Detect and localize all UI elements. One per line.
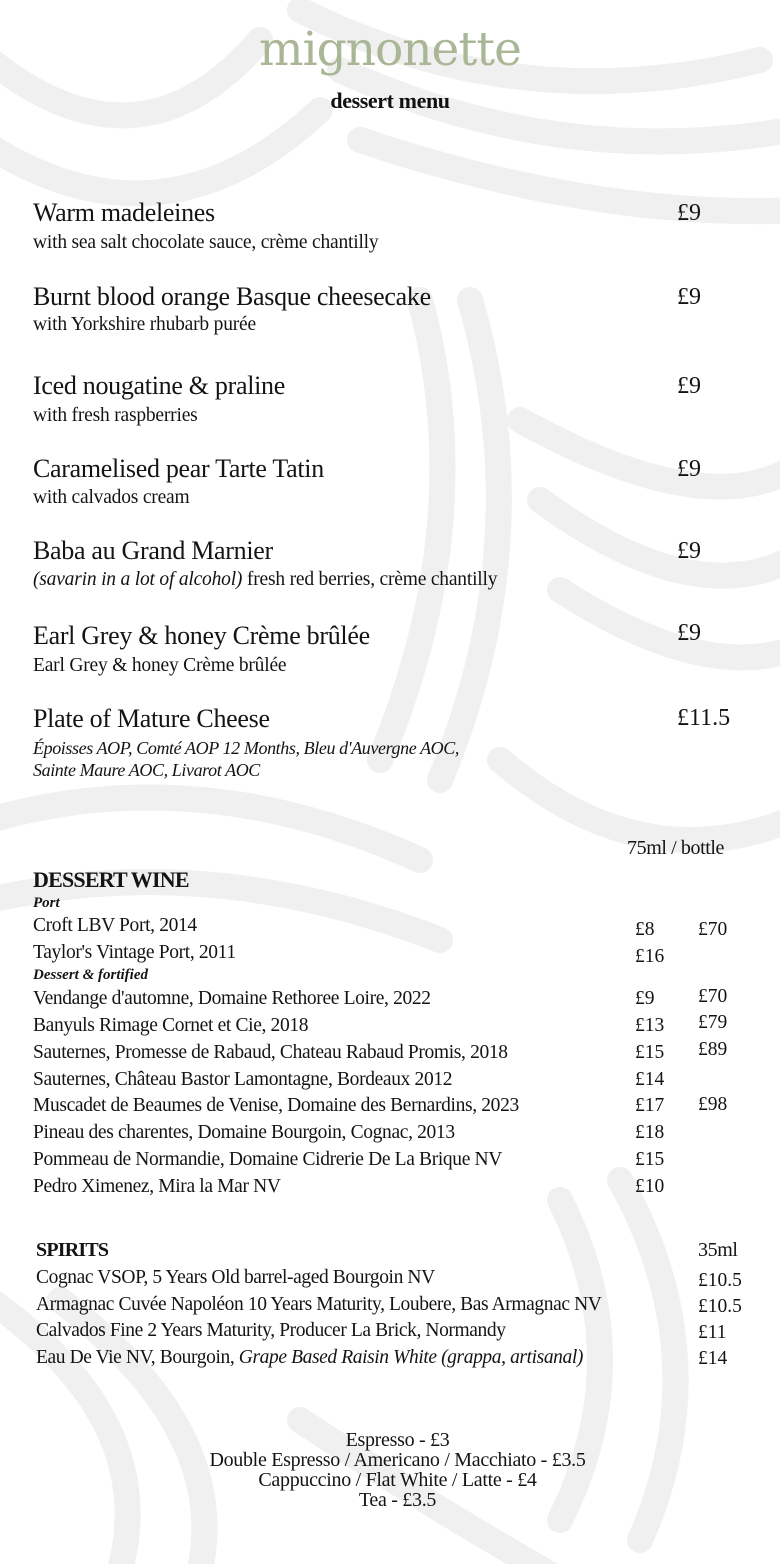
wine-name: Pedro Ximenez, Mira la Mar NV	[33, 1176, 281, 1197]
dish-description-italic: (savarin in a lot of alcohol)	[33, 569, 243, 590]
wine-glass-price: £14	[635, 1069, 665, 1090]
coffee-line: Cappuccino / Flat White / Latte - £4	[258, 1469, 537, 1491]
page-title: dessert menu	[330, 88, 450, 113]
dish-description-text: fresh red berries, crème chantilly	[242, 569, 498, 590]
dish-name: Caramelised pear Tarte Tatin	[33, 454, 324, 483]
wine-name: Vendange d'automne, Domaine Rethoree Loire, 2022	[33, 988, 431, 1009]
dish-description: with sea salt chocolate sauce, crème chantilly	[33, 232, 379, 253]
dish-name: Iced nougatine & praline	[33, 371, 285, 400]
dish-description: Sainte Maure AOC, Livarot AOC	[33, 760, 260, 780]
spirits-column-header: 35ml	[698, 1239, 738, 1261]
dish-description	[33, 569, 497, 591]
wine-name: Croft LBV Port, 2014	[33, 915, 197, 936]
dish-description: Earl Grey & honey Crème brûlée	[33, 655, 287, 676]
spirit-name-text: Eau De Vie NV, Bourgoin,	[36, 1347, 239, 1368]
dessert-wine-heading: DESSERT WINE	[33, 867, 189, 892]
wine-name: Muscadet de Beaumes de Venise, Domaine des Bernardins, 2023	[33, 1095, 519, 1116]
spirit-name: Armagnac Cuvée Napoléon 10 Years Maturity, Loubere, Bas Armagnac NV	[36, 1294, 602, 1315]
dish-description: Époisses AOP, Comté AOP 12 Months, Bleu d'Auvergne AOC,	[33, 738, 459, 758]
dish-name: Baba au Grand Marnier	[33, 536, 273, 565]
dish-price: £9	[677, 200, 701, 226]
spirit-price: £11	[698, 1322, 727, 1343]
wine-bottle-price: £98	[698, 1094, 728, 1115]
wine-group-label: Port	[33, 895, 60, 911]
wine-bottle-price: £79	[698, 1012, 728, 1033]
wine-glass-price: £13	[635, 1015, 665, 1036]
wine-name: Banyuls Rimage Cornet et Cie, 2018	[33, 1015, 309, 1036]
dish-name: Burnt blood orange Basque cheesecake	[33, 282, 431, 311]
wine-bottle-price: £70	[698, 919, 728, 940]
spirit-name: Calvados Fine 2 Years Maturity, Producer La Brick, Normandy	[36, 1320, 506, 1341]
dish-description: with fresh raspberries	[33, 405, 198, 426]
wine-glass-price: £16	[635, 946, 665, 967]
dish-name: Plate of Mature Cheese	[33, 704, 270, 733]
wine-glass-price: £15	[635, 1042, 665, 1063]
coffee-line: Double Espresso / Americano / Macchiato - £3.5	[209, 1449, 586, 1471]
wine-bottle-price: £70	[698, 986, 728, 1007]
dish-price: £9	[677, 620, 701, 646]
wine-glass-price: £10	[635, 1176, 665, 1197]
wine-glass-price: £18	[635, 1122, 665, 1143]
spirit-name	[36, 1347, 583, 1369]
wine-group-label: Dessert & fortified	[33, 967, 148, 983]
dish-price: £9	[677, 538, 701, 564]
spirit-price: £14	[698, 1348, 728, 1369]
coffee-line: Tea - £3.5	[358, 1489, 437, 1511]
dish-price: £11.5	[677, 705, 731, 731]
spirit-name: Cognac VSOP, 5 Years Old barrel-aged Bourgoin NV	[36, 1267, 435, 1288]
wine-name: Sauternes, Château Bastor Lamontagne, Bordeaux 2012	[33, 1069, 453, 1090]
spirit-name-italic: Grape Based Raisin White (grappa, artisanal)	[238, 1347, 583, 1368]
dish-description: with Yorkshire rhubarb purée	[33, 314, 256, 335]
wine-glass-price: £15	[635, 1149, 665, 1170]
spirits-heading: SPIRITS	[36, 1239, 109, 1261]
wine-bottle-price: £89	[698, 1039, 728, 1060]
wine-name: Sauternes, Promesse de Rabaud, Chateau Rabaud Promis, 2018	[33, 1042, 508, 1063]
wine-name: Pineau des charentes, Domaine Bourgoin, Cognac, 2013	[33, 1122, 455, 1143]
coffee-line: Espresso - £3	[345, 1429, 450, 1451]
dish-price: £9	[677, 456, 701, 482]
spirit-price: £10.5	[698, 1270, 742, 1291]
restaurant-logo: mignonette	[259, 22, 521, 77]
dish-description: with calvados cream	[33, 487, 190, 508]
dish-price: £9	[677, 284, 701, 310]
wine-name: Pommeau de Normandie, Domaine Cidrerie De La Brique NV	[33, 1149, 503, 1170]
wine-column-header: 75ml / bottle	[627, 837, 725, 859]
dish-price: £9	[677, 373, 701, 399]
dish-name: Warm madeleines	[33, 198, 215, 227]
dish-name: Earl Grey & honey Crème brûlée	[33, 621, 370, 650]
wine-glass-price: £8	[635, 919, 655, 940]
spirit-price: £10.5	[698, 1296, 742, 1317]
wine-name: Taylor's Vintage Port, 2011	[33, 942, 236, 963]
wine-glass-price: £17	[635, 1095, 665, 1116]
wine-glass-price: £9	[635, 988, 655, 1009]
